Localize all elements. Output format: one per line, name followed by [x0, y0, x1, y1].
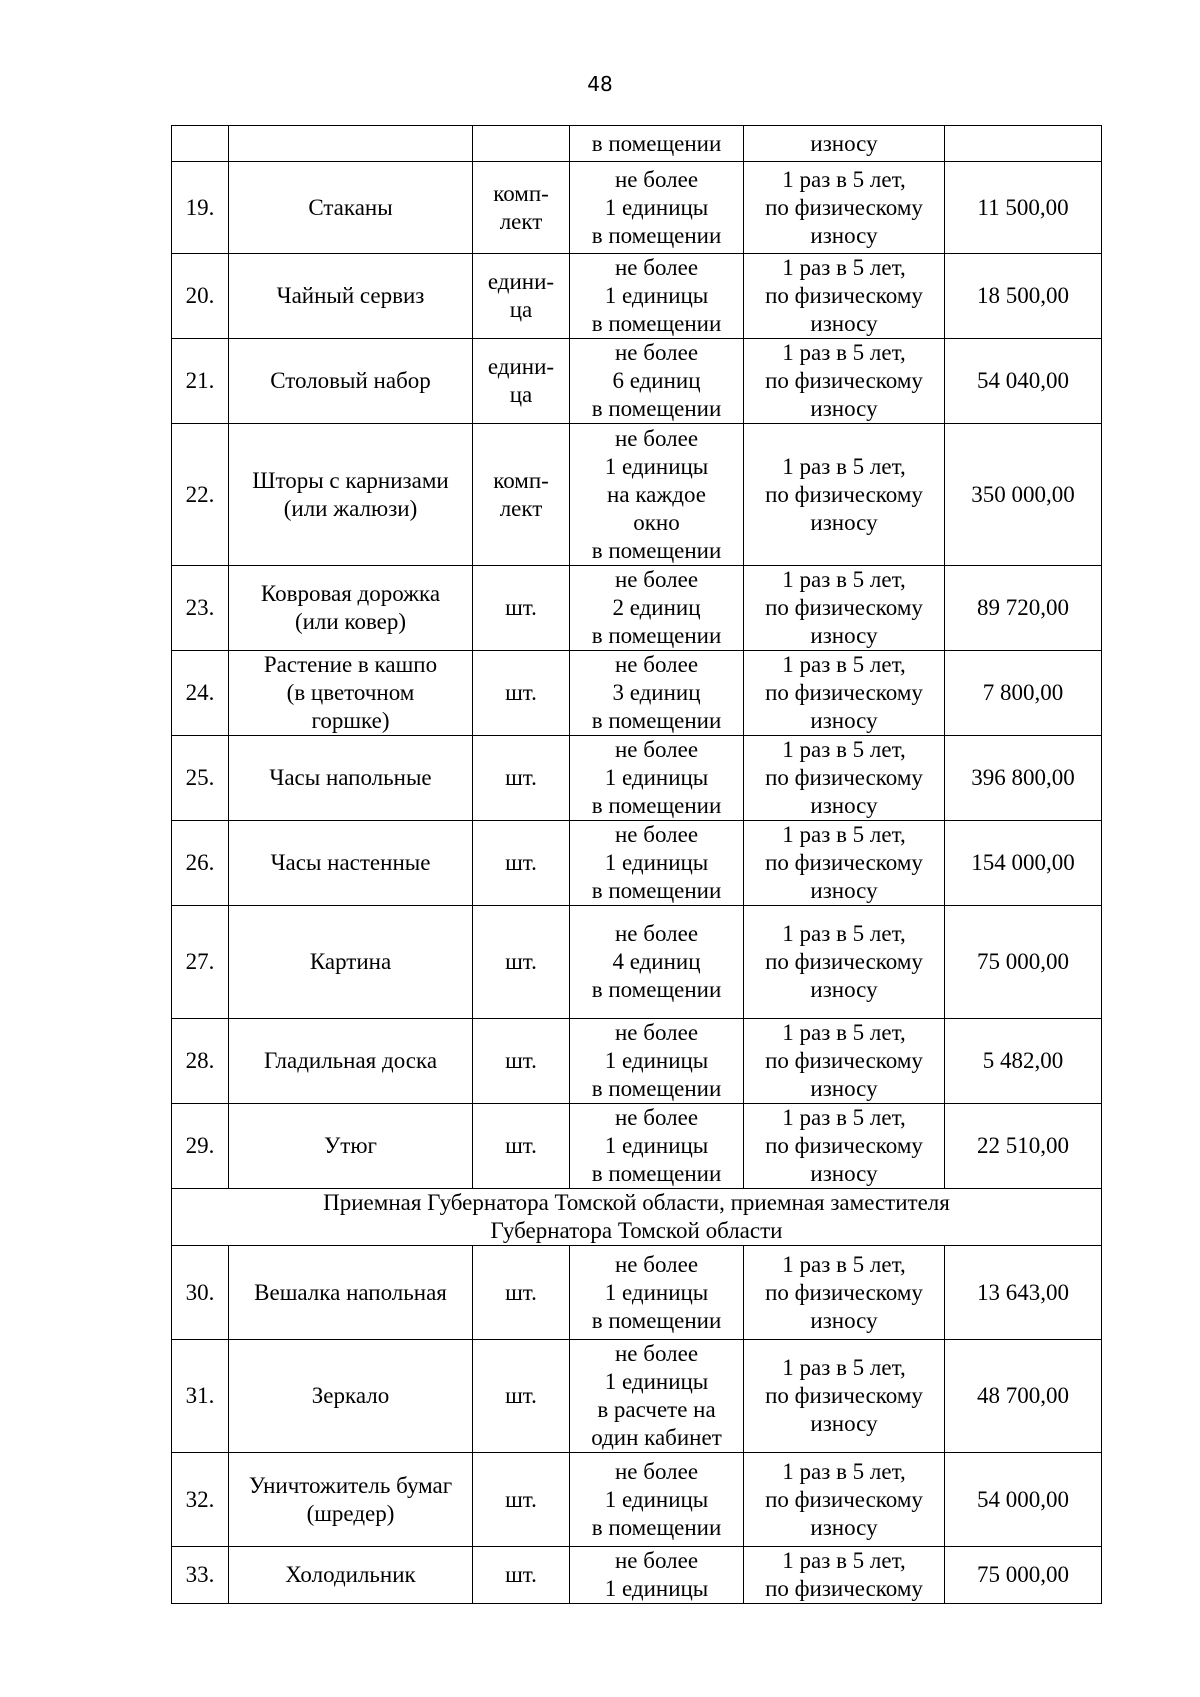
table-row: [172, 1340, 1102, 1453]
cell-number: 26.: [172, 821, 229, 906]
cell-norm: не более 1 единицы в помещении: [570, 736, 744, 821]
table-row: [172, 1246, 1102, 1340]
cell-price: 11 500,00: [945, 162, 1102, 254]
cell-price: 89 720,00: [945, 566, 1102, 651]
cell-norm: не более 1 единицы в помещении: [570, 254, 744, 339]
cell-name: Утюг: [229, 1104, 473, 1189]
cell-name: Уничтожитель бумаг (шредер): [229, 1453, 473, 1547]
table-row: [172, 906, 1102, 1019]
cell-price: 18 500,00: [945, 254, 1102, 339]
cell-norm: не более 1 единицы в помещении: [570, 1019, 744, 1104]
cell-term: 1 раз в 5 лет, по физическому износу: [744, 1246, 945, 1340]
cell-norm: не более 1 единицы: [570, 1547, 744, 1604]
cell-term: 1 раз в 5 лет, по физическому износу: [744, 1104, 945, 1189]
section-header: Приемная Губернатора Томской области, приемная заместителя Губернатора Томской области: [172, 1189, 1102, 1246]
cell-number: [172, 126, 229, 162]
cell-number: 21.: [172, 339, 229, 424]
cell-norm: не более 4 единиц в помещении: [570, 906, 744, 1019]
cell-number: 24.: [172, 651, 229, 736]
cell-price: 5 482,00: [945, 1019, 1102, 1104]
cell-price: 22 510,00: [945, 1104, 1102, 1189]
cell-number: 33.: [172, 1547, 229, 1604]
cell-unit: шт.: [473, 1340, 570, 1453]
cell-norm: не более 1 единицы на каждое окно в помещении: [570, 424, 744, 566]
table-row: [172, 566, 1102, 651]
cell-unit: шт.: [473, 566, 570, 651]
cell-term: 1 раз в 5 лет, по физическому износу: [744, 1019, 945, 1104]
cell-price: 75 000,00: [945, 906, 1102, 1019]
cell-term: 1 раз в 5 лет, по физическому износу: [744, 821, 945, 906]
cell-number: 19.: [172, 162, 229, 254]
cell-name: Растение в кашпо (в цветочном горшке): [229, 651, 473, 736]
cell-term: 1 раз в 5 лет, по физическому износу: [744, 1340, 945, 1453]
furniture-norms-table: [171, 125, 1102, 1604]
cell-name: [229, 126, 473, 162]
cell-number: 23.: [172, 566, 229, 651]
table-row: [172, 736, 1102, 821]
cell-price: 48 700,00: [945, 1340, 1102, 1453]
cell-norm: в помещении: [570, 126, 744, 162]
cell-price: 7 800,00: [945, 651, 1102, 736]
cell-term: 1 раз в 5 лет, по физическому износу: [744, 424, 945, 566]
cell-number: 28.: [172, 1019, 229, 1104]
table-row: [172, 162, 1102, 254]
cell-price: 54 040,00: [945, 339, 1102, 424]
cell-number: 25.: [172, 736, 229, 821]
cell-price: 154 000,00: [945, 821, 1102, 906]
cell-name: Ковровая дорожка (или ковер): [229, 566, 473, 651]
cell-norm: не более 1 единицы в расчете на один кабинет: [570, 1340, 744, 1453]
cell-unit: шт.: [473, 1246, 570, 1340]
cell-number: 22.: [172, 424, 229, 566]
cell-unit: едини- ца: [473, 339, 570, 424]
table-row: [172, 1104, 1102, 1189]
cell-term: 1 раз в 5 лет, по физическому износу: [744, 254, 945, 339]
cell-unit: едини- ца: [473, 254, 570, 339]
cell-unit: шт.: [473, 1019, 570, 1104]
cell-unit: шт.: [473, 1547, 570, 1604]
cell-unit: комп- лект: [473, 162, 570, 254]
cell-name: Вешалка напольная: [229, 1246, 473, 1340]
table-row: [172, 254, 1102, 339]
table-row: [172, 1019, 1102, 1104]
cell-unit: шт.: [473, 651, 570, 736]
cell-name: Картина: [229, 906, 473, 1019]
cell-unit: шт.: [473, 1104, 570, 1189]
cell-number: 31.: [172, 1340, 229, 1453]
cell-norm: не более 1 единицы в помещении: [570, 1453, 744, 1547]
cell-term: 1 раз в 5 лет, по физическому: [744, 1547, 945, 1604]
cell-number: 30.: [172, 1246, 229, 1340]
cell-norm: не более 1 единицы в помещении: [570, 1104, 744, 1189]
cell-number: 29.: [172, 1104, 229, 1189]
cell-name: Холодильник: [229, 1547, 473, 1604]
cell-unit: шт.: [473, 821, 570, 906]
cell-norm: не более 1 единицы в помещении: [570, 821, 744, 906]
cell-norm: не более 2 единиц в помещении: [570, 566, 744, 651]
cell-name: Столовый набор: [229, 339, 473, 424]
table-row: [172, 339, 1102, 424]
cell-unit: комп- лект: [473, 424, 570, 566]
table-row: [172, 651, 1102, 736]
cell-name: Гладильная доска: [229, 1019, 473, 1104]
cell-name: Шторы с карнизами (или жалюзи): [229, 424, 473, 566]
cell-term: 1 раз в 5 лет, по физическому износу: [744, 162, 945, 254]
cell-price: 350 000,00: [945, 424, 1102, 566]
cell-term: 1 раз в 5 лет, по физическому износу: [744, 566, 945, 651]
cell-term: 1 раз в 5 лет, по физическому износу: [744, 1453, 945, 1547]
cell-name: Чайный сервиз: [229, 254, 473, 339]
table-row: [172, 1547, 1102, 1604]
cell-price: 13 643,00: [945, 1246, 1102, 1340]
cell-unit: шт.: [473, 736, 570, 821]
cell-norm: не более 6 единиц в помещении: [570, 339, 744, 424]
cell-term: 1 раз в 5 лет, по физическому износу: [744, 736, 945, 821]
cell-term: 1 раз в 5 лет, по физическому износу: [744, 339, 945, 424]
cell-number: 32.: [172, 1453, 229, 1547]
cell-price: [945, 126, 1102, 162]
cell-name: Часы настенные: [229, 821, 473, 906]
table-row: [172, 1453, 1102, 1547]
cell-name: Зеркало: [229, 1340, 473, 1453]
cell-term: 1 раз в 5 лет, по физическому износу: [744, 906, 945, 1019]
cell-norm: не более 1 единицы в помещении: [570, 162, 744, 254]
cell-number: 27.: [172, 906, 229, 1019]
page-number: 48: [587, 72, 613, 96]
cell-number: 20.: [172, 254, 229, 339]
cell-name: Стаканы: [229, 162, 473, 254]
cell-name: Часы напольные: [229, 736, 473, 821]
cell-price: 75 000,00: [945, 1547, 1102, 1604]
cell-norm: не более 3 единиц в помещении: [570, 651, 744, 736]
table-row: [172, 821, 1102, 906]
cell-unit: шт.: [473, 906, 570, 1019]
cell-price: 54 000,00: [945, 1453, 1102, 1547]
cell-term: 1 раз в 5 лет, по физическому износу: [744, 651, 945, 736]
section-header-row: [172, 1189, 1102, 1246]
cell-norm: не более 1 единицы в помещении: [570, 1246, 744, 1340]
cell-unit: шт.: [473, 1453, 570, 1547]
cell-unit: [473, 126, 570, 162]
cell-price: 396 800,00: [945, 736, 1102, 821]
cell-term: износу: [744, 126, 945, 162]
table-row: [172, 424, 1102, 566]
table-row-continuation: [172, 126, 1102, 162]
